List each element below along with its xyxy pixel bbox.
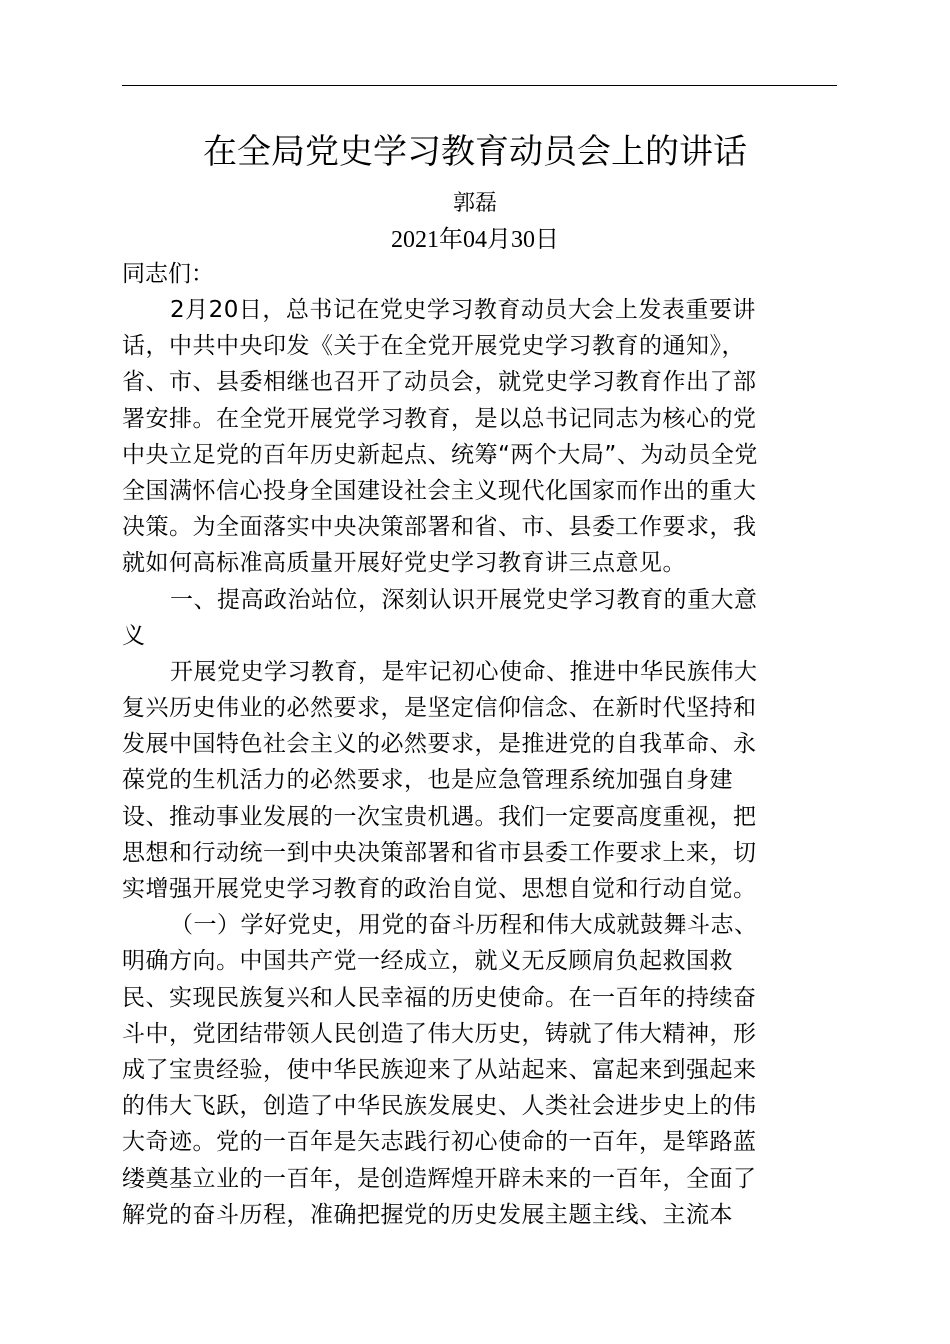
body-line: 中央立足党的百年历史新起点、统筹“两个大局”、为动员全党 [122,441,758,468]
author-name: 郭磊 [452,191,497,216]
body-line: 设、推动事业发展的一次宝贵机遇。我们一定要高度重视，把 [122,803,757,830]
body-line: 2月20日，总书记在党史学习教育动员大会上发表重要讲 [170,297,756,323]
body-line: 斗中，党团结带领人民创造了伟大历史，铸就了伟大精神，形 [122,1020,757,1047]
body-line: 复兴历史伟业的必然要求，是坚定信仰信念、在新时代坚持和 [122,695,757,722]
body-line: 开展党史学习教育，是牢记初心使命、推进中华民族伟大 [170,658,758,685]
body-line: 省、市、县委相继也召开了动员会，就党史学习教育作出了部 [122,369,757,396]
document-date: 2021年04月30日 [391,227,559,253]
header-rule [122,85,837,86]
body-line: 民、实现民族复兴和人民幸福的历史使命。在一百年的持续奋 [122,984,757,1011]
body-line: 葆党的生机活力的必然要求，也是应急管理系统加强自身建 [122,767,733,794]
body-line: 成了宝贵经验，使中华民族迎来了从站起来、富起来到强起来 [122,1056,757,1083]
body-line: 缕奠基立业的一百年，是创造辉煌开辟未来的一百年，全面了 [122,1165,757,1192]
body-line: 义 [122,622,146,649]
salutation: 同志们： [122,261,214,287]
body-line: 明确方向。中国共产党一经成立，就义无反顾肩负起救国救 [122,948,733,975]
body-line: 的伟大飞跃，创造了中华民族发展史、人类社会进步史上的伟 [122,1093,757,1120]
body-line: 实增强开展党史学习教育的政治自觉、思想自觉和行动自觉。 [122,876,757,902]
body-line: （一）学好党史，用党的奋斗历程和伟大成就鼓舞斗志、 [170,912,758,939]
body-line: 解党的奋斗历程，准确把握党的历史发展主题主线、主流本 [122,1201,733,1228]
document-title: 在全局党史学习教育动员会上的讲话 [203,132,747,172]
body-line: 署安排。在全党开展党学习教育，是以总书记同志为核心的党 [122,405,757,432]
body-line: 话，中共中央印发《关于在全党开展党史学习教育的通知》， [122,333,745,360]
body-line: 一、提高政治站位，深刻认识开展党史学习教育的重大意 [170,586,758,613]
body-line: 思想和行动统一到中央决策部署和省市县委工作要求上来，切 [122,839,757,866]
document-body [122,292,822,1233]
body-line: 决策。为全面落实中央决策部署和省、市、县委工作要求，我 [122,514,757,541]
body-line: 就如何高标准高质量开展好党史学习教育讲三点意见。 [122,550,686,577]
body-line: 大奇迹。党的一百年是矢志践行初心使命的一百年，是筚路蓝 [122,1129,757,1156]
body-line: 全国满怀信心投身全国建设社会主义现代化国家而作出的重大 [122,477,757,504]
body-line: 发展中国特色社会主义的必然要求，是推进党的自我革命、永 [122,731,757,758]
